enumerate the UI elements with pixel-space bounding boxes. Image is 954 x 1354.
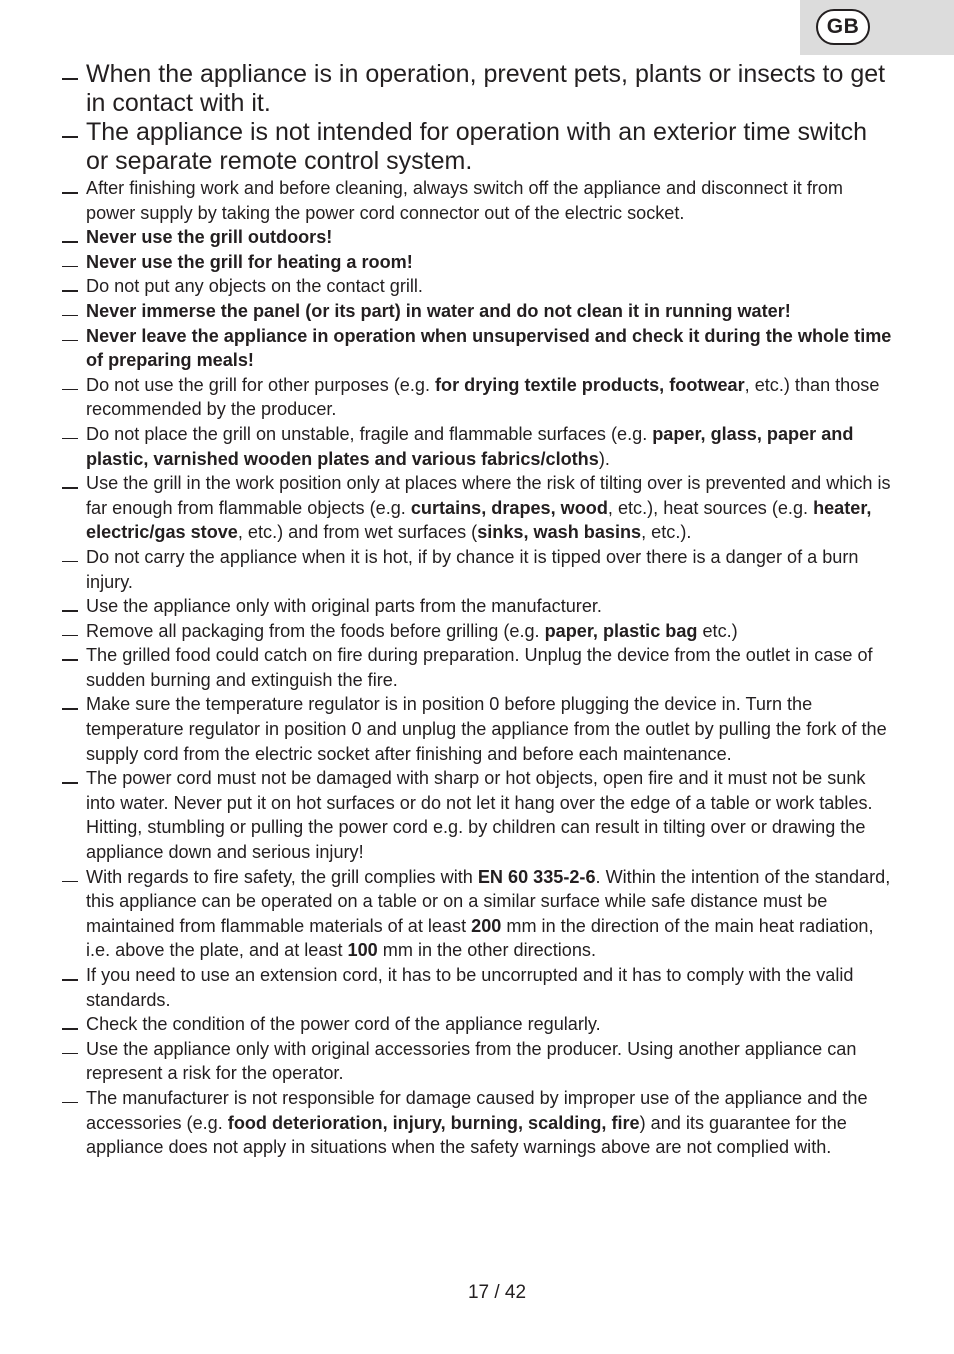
text-segment: Make sure the temperature regulator is in position 0 before plugging the device in. Turn the temperature regulator in position 0 and unplug the appliance from the outlet by pulling the fork of the supply cord from the electric socket after finishing and before each maintenance. — [86, 694, 887, 764]
bold-text: EN 60 335-2-6 — [477, 866, 596, 887]
text-segment: Use the appliance only with original parts from the manufacturer. — [86, 596, 602, 617]
text-segment: Check the condition of the power cord of the appliance regularly. — [86, 1014, 601, 1035]
list-item-text — [86, 865, 896, 963]
bold-text: for drying textile products, footwear — [435, 374, 745, 395]
text-segment: The power cord must not be damaged with sharp or hot objects, open fire and it must not be sunk into water. Never put it on hot surfaces or do not let it hang over the edge of a table or work tables. Hitting, stumbling or pulling the power cord e.g. by children can result in tilting over or drawing the appliance down and serious injury! — [86, 768, 873, 863]
text-segment: Do not put any objects on the contact grill. — [86, 276, 423, 297]
list-item-text — [86, 1037, 896, 1086]
dash-bullet — [62, 241, 78, 243]
text-segment: , etc.) than those recommended by the producer. — [86, 374, 880, 420]
list-item-text — [86, 545, 896, 594]
text-segment: mm in the direction of the main heat radiation, i.e. above the plate, and at least — [86, 915, 874, 961]
text-segment: ). — [598, 448, 610, 469]
list-item-text — [86, 274, 896, 299]
page-number: 17 / 42 — [467, 1282, 527, 1303]
text-segment: Do not use the grill for other purposes (e.g. — [86, 374, 435, 395]
dash-bullet — [62, 389, 78, 391]
dash-bullet — [62, 487, 78, 489]
text-segment: ) and its guarantee for the appliance does not apply in situations when the safety warnings above are not complied with. — [86, 1112, 847, 1158]
text-segment: , etc.), heat sources (e.g. — [607, 497, 814, 518]
list-item-text — [86, 594, 896, 619]
list-item-text: The appliance is not intended for operation with an exterior time switch or separate remote control system. — [86, 118, 867, 175]
bold-text: 200 — [471, 915, 502, 936]
text-segment: Use the appliance only with original accessories from the producer. Using another appliance can represent a risk for the operator. — [86, 1038, 857, 1084]
dash-bullet — [62, 78, 78, 80]
bold-text: heater, electric/gas stove — [86, 497, 872, 543]
text-segment: Do not place the grill on unstable, fragile and flammable surfaces (e.g. — [86, 423, 653, 444]
list-item — [62, 471, 896, 545]
dash-bullet — [62, 192, 78, 194]
list-item-text — [86, 766, 896, 864]
text-segment: Do not carry the appliance when it is hot, if by chance it is tipped over there is a danger of a burn injury. — [86, 546, 859, 592]
dash-bullet — [62, 1028, 78, 1030]
bold-text: curtains, drapes, wood — [410, 497, 608, 518]
list-item-text — [86, 373, 896, 422]
list-item — [62, 865, 896, 963]
list-item — [62, 963, 896, 1012]
list-item-text — [86, 619, 896, 644]
list-item-text — [86, 1012, 896, 1037]
list-item — [62, 766, 896, 864]
list-item — [62, 692, 896, 766]
list-item — [62, 1037, 896, 1086]
dash-bullet — [62, 340, 78, 342]
bold-text: Never use the grill for heating a room! — [86, 251, 413, 272]
list-item — [62, 594, 896, 619]
bold-text: Never use the grill outdoors! — [86, 227, 333, 248]
list-item — [62, 1086, 896, 1160]
dash-bullet — [62, 136, 78, 138]
list-item — [62, 643, 896, 692]
list-item-text — [86, 422, 896, 471]
text-segment: Use the grill in the work position only at places where the risk of tilting over is prevented and which is far enough from flammable objects (e.g. — [86, 473, 891, 518]
bold-text: Never leave the appliance in operation when unsupervised and check it during the whole time of preparing meals! — [86, 325, 892, 371]
dash-bullet — [62, 315, 78, 317]
list-item-text — [86, 1086, 896, 1160]
dash-bullet — [62, 438, 78, 440]
text-segment: After finishing work and before cleaning, always switch off the appliance and disconnect it from power supply by taking the power cord connector out of the electric socket. — [86, 178, 844, 223]
dash-bullet — [62, 782, 78, 784]
list-item — [62, 274, 896, 299]
text-segment: If you need to use an extension cord, it has to be uncorrupted and it has to comply with the valid standards. — [86, 965, 854, 1010]
dash-bullet — [62, 881, 78, 883]
list-item-text — [86, 471, 896, 545]
text-segment: , etc.) and from wet surfaces ( — [237, 522, 478, 543]
list-item-text — [86, 250, 896, 275]
list-item — [62, 225, 896, 250]
text-segment: , etc.). — [641, 522, 692, 543]
language-badge: GB — [816, 9, 870, 45]
list-item — [62, 176, 896, 225]
list-item — [62, 1012, 896, 1037]
list-item-text — [86, 299, 896, 324]
list-item-text — [86, 225, 896, 250]
list-item-text: When the appliance is in operation, prevent pets, plants or insects to get in contact with it. — [86, 60, 886, 117]
text-segment: The manufacturer is not responsible for damage caused by improper use of the appliance and the accessories (e.g. — [86, 1087, 868, 1133]
list-item — [62, 299, 896, 324]
dash-bullet — [62, 1102, 78, 1104]
dash-bullet — [62, 659, 78, 661]
list-item — [62, 250, 896, 275]
list-item — [62, 619, 896, 644]
dash-bullet — [62, 290, 78, 292]
safety-warnings-list — [62, 60, 896, 1160]
text-segment: The grilled food could catch on fire during preparation. Unplug the device from the outlet in case of sudden burning and extinguish the fire. — [86, 645, 873, 690]
bold-text: paper, glass, paper and plastic, varnished wooden plates and various fabrics/cloths — [86, 423, 854, 469]
list-item — [62, 422, 896, 471]
list-item-text — [86, 324, 896, 373]
list-item — [62, 60, 896, 118]
dash-bullet — [62, 266, 78, 268]
bold-text: 100 — [347, 940, 378, 961]
list-item-text — [86, 643, 896, 692]
list-item — [62, 324, 896, 373]
bold-text: paper, plastic bag — [544, 620, 698, 641]
dash-bullet — [62, 635, 78, 637]
dash-bullet — [62, 561, 78, 563]
text-segment: etc.) — [697, 620, 738, 641]
list-item — [62, 118, 896, 176]
list-item-text — [86, 963, 896, 1012]
dash-bullet — [62, 1053, 78, 1055]
list-item — [62, 373, 896, 422]
bold-text: food deterioration, injury, burning, scalding, fire — [227, 1112, 640, 1133]
text-segment: With regards to fire safety, the grill complies with — [86, 866, 478, 887]
list-item — [62, 545, 896, 594]
bold-text: sinks, wash basins — [477, 522, 642, 543]
bold-text: Never immerse the panel (or its part) in water and do not clean it in running water! — [86, 300, 791, 321]
dash-bullet — [62, 708, 78, 710]
text-segment: . Within the intention of the standard, this appliance can be operated on a table or on a similar surface while safe distance must be maintained from flammable materials of at least — [86, 866, 891, 936]
list-item-text — [86, 692, 896, 766]
text-segment: mm in the other directions. — [377, 940, 596, 961]
text-segment: Remove all packaging from the foods before grilling (e.g. — [86, 620, 545, 641]
list-item-text — [86, 176, 896, 225]
dash-bullet — [62, 610, 78, 612]
dash-bullet — [62, 979, 78, 981]
